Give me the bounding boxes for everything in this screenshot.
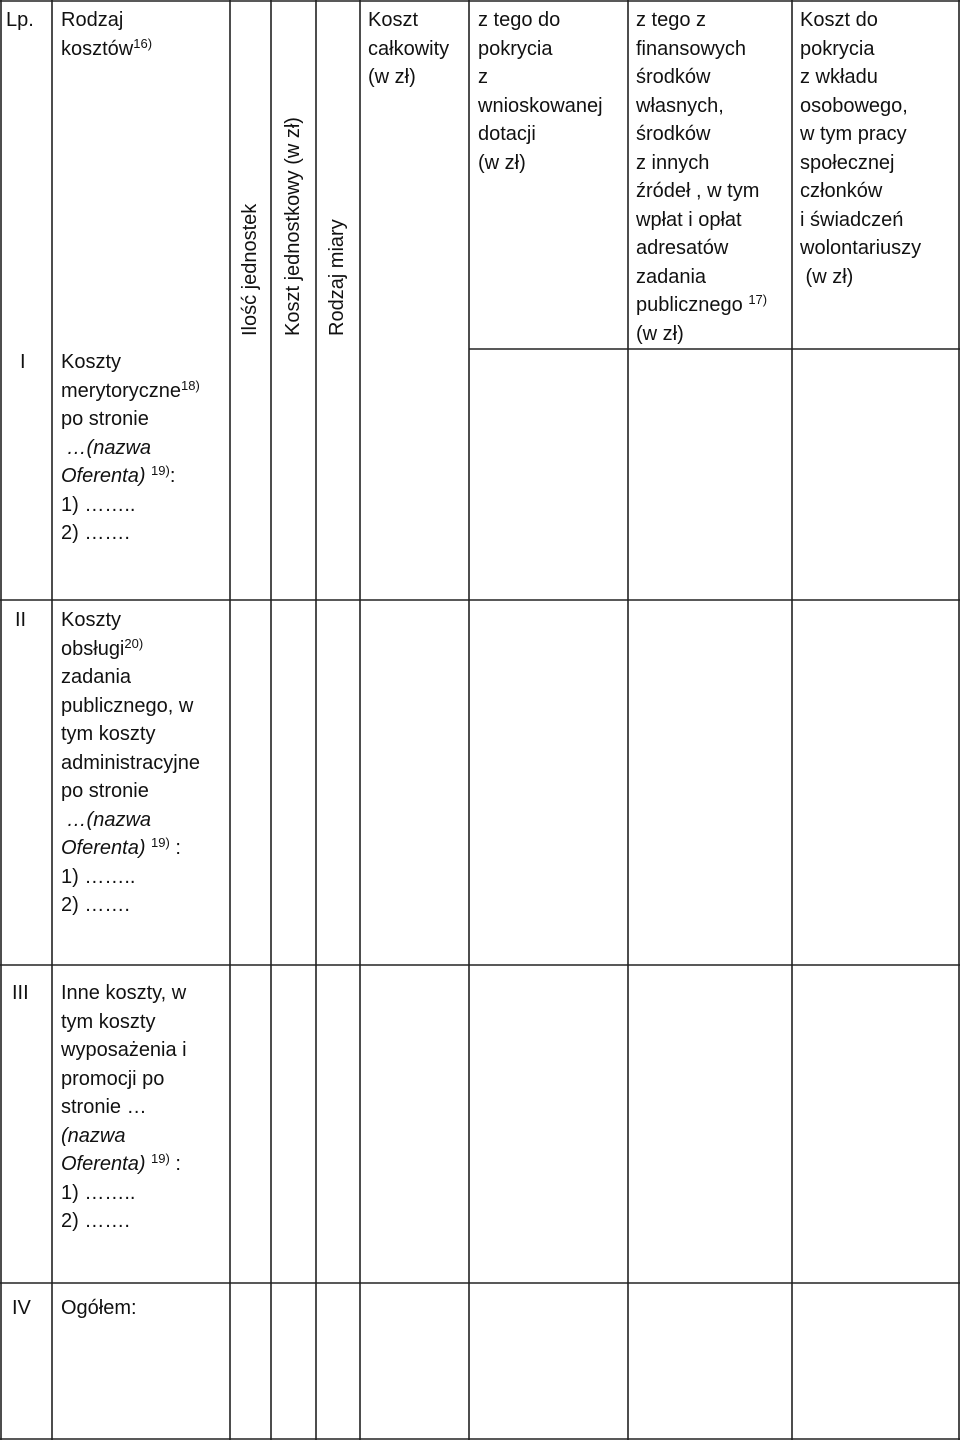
row-1-line4: …(nazwa bbox=[61, 436, 152, 459]
row-1-line3: po stronie bbox=[61, 408, 149, 430]
header-dotacja-l2: pokrycia bbox=[478, 37, 553, 60]
header-wklad-osobowy bbox=[800, 6, 921, 291]
header-srodki-l7: źródeł , w tym bbox=[636, 180, 760, 202]
header-rodzaj-line1: Rodzaj bbox=[61, 9, 124, 31]
footnote-20: 20) bbox=[124, 635, 144, 651]
row-3-line3: wyposażenia i bbox=[61, 1039, 187, 1061]
row-1-number-text: I bbox=[20, 351, 26, 373]
row-2-item1: 1) …….. bbox=[61, 865, 136, 888]
row-2-line5: tym koszty bbox=[61, 723, 156, 745]
header-wklad-l4: osobowego, bbox=[800, 94, 908, 117]
header-koszt-calkowity bbox=[368, 6, 449, 92]
header-rodzaj-miary: Rodzaj miary bbox=[326, 219, 348, 336]
header-wklad-l10: (w zł) bbox=[800, 265, 854, 288]
row-3-line5: stronie … bbox=[61, 1096, 147, 1118]
row-1-line2-text: merytoryczne bbox=[61, 379, 182, 402]
row-3-line1: Inne koszty, w bbox=[61, 982, 187, 1004]
row-3-line7-text: Oferenta) bbox=[61, 1153, 146, 1175]
header-ilosc-jednostek: Ilość jednostek bbox=[239, 203, 261, 336]
row-1-line2 bbox=[61, 377, 200, 406]
row-3-line6: (nazwa bbox=[61, 1124, 126, 1147]
footnote-19: 19) bbox=[151, 463, 170, 478]
row-1-number bbox=[20, 348, 26, 377]
row-3-number-text: III bbox=[12, 982, 29, 1004]
row-2-label bbox=[61, 606, 200, 920]
row-2-line1: Koszty bbox=[61, 609, 122, 631]
row-2-item2: 2) ……. bbox=[61, 894, 130, 916]
header-dotacja-l5: dotacji bbox=[478, 123, 536, 145]
row-3-line4: promocji po bbox=[61, 1067, 165, 1090]
row-3-line7-colon: : bbox=[169, 1153, 181, 1175]
header-koszt-calkowity-l3: (w zł) bbox=[368, 66, 416, 88]
header-rodzaj-line2-text: kosztów bbox=[61, 37, 134, 60]
header-koszt-calkowity-l2: całkowity bbox=[368, 37, 450, 60]
header-dotacja-l1: z tego do bbox=[478, 9, 561, 31]
row-2-line4: publicznego, w bbox=[61, 694, 194, 717]
header-rodzaj-line2 bbox=[61, 35, 152, 64]
row-1-item1: 1) …….. bbox=[61, 493, 136, 516]
header-koszt-jednostkowy: Koszt jednostkowy (w zł) bbox=[282, 117, 304, 336]
header-dotacja-l4: wnioskowanej bbox=[478, 94, 603, 117]
row-2-line2 bbox=[61, 635, 200, 664]
header-srodki-publicznego: publicznego bbox=[636, 294, 743, 316]
header-wklad-l2: pokrycia bbox=[800, 37, 875, 60]
row-4-total-label: Ogółem: bbox=[61, 1297, 137, 1319]
header-wklad-l7: członków bbox=[800, 180, 883, 202]
row-1-item2: 2) ……. bbox=[61, 522, 130, 544]
header-dotacja bbox=[478, 6, 603, 177]
row-3-label bbox=[61, 979, 187, 1236]
row-2-line6: administracyjne bbox=[61, 751, 200, 774]
header-srodki-l5: środków bbox=[636, 123, 711, 145]
header-lp-text: Lp. bbox=[6, 9, 34, 31]
row-2-line2-text: obsługi bbox=[61, 637, 125, 660]
footnote-16: 16) bbox=[133, 35, 153, 51]
header-srodki-l4: własnych, bbox=[636, 94, 724, 117]
header-srodki-l8: wpłat i opłat bbox=[636, 208, 742, 231]
header-srodki-l3: środków bbox=[636, 66, 711, 88]
row-3-line7 bbox=[61, 1150, 187, 1179]
header-srodki-wlasne bbox=[636, 6, 767, 348]
row-2-line3: zadania bbox=[61, 666, 132, 688]
header-koszt-calkowity-l1: Koszt bbox=[368, 9, 419, 31]
header-wklad-l1: Koszt do bbox=[800, 9, 878, 31]
footnote-19c: 19) bbox=[151, 1151, 170, 1166]
row-3-item2: 2) ……. bbox=[61, 1210, 130, 1232]
row-4-number bbox=[12, 1294, 31, 1323]
row-4-number-text: IV bbox=[12, 1297, 31, 1319]
row-1-line1: Koszty bbox=[61, 351, 122, 373]
header-srodki-unit: (w zł) bbox=[636, 322, 684, 345]
header-wklad-l8: i świadczeń bbox=[800, 208, 904, 231]
footnote-17: 17) bbox=[748, 292, 768, 307]
footnote-18: 18) bbox=[181, 377, 200, 393]
header-wklad-l3: z wkładu bbox=[800, 66, 878, 88]
header-srodki-l6: z innych bbox=[636, 151, 710, 174]
header-wklad-l6: społecznej bbox=[800, 151, 895, 174]
header-dotacja-l6: (w zł) bbox=[478, 151, 526, 174]
header-srodki-l2: finansowych bbox=[636, 37, 747, 60]
row-3-line2: tym koszty bbox=[61, 1010, 156, 1033]
row-2-line7: po stronie bbox=[61, 780, 149, 802]
header-srodki-l11 bbox=[636, 291, 767, 320]
row-2-line9-colon: : bbox=[169, 837, 181, 859]
row-2-number bbox=[15, 606, 26, 635]
row-2-line9 bbox=[61, 834, 200, 863]
row-4-label bbox=[61, 1294, 137, 1323]
row-1-line5-text: Oferenta) bbox=[61, 465, 146, 487]
row-2-number-text: II bbox=[15, 609, 27, 631]
row-3-item1: 1) …….. bbox=[61, 1181, 136, 1204]
row-2-line8: …(nazwa bbox=[61, 808, 152, 831]
header-srodki-l1: z tego z bbox=[636, 9, 707, 31]
header-rodzaj-kosztow bbox=[61, 6, 152, 63]
row-2-line9-text: Oferenta) bbox=[61, 837, 146, 859]
row-3-number bbox=[12, 979, 29, 1008]
header-srodki-l9: adresatów bbox=[636, 237, 729, 259]
row-1-line5 bbox=[61, 462, 200, 491]
header-dotacja-l3: z bbox=[478, 66, 488, 88]
row-1-label bbox=[61, 348, 200, 548]
header-wklad-l5: w tym pracy bbox=[800, 123, 907, 145]
header-lp bbox=[6, 6, 34, 35]
row-1-line5-colon: : bbox=[169, 465, 176, 487]
header-srodki-l10: zadania bbox=[636, 265, 707, 288]
header-wklad-l9: wolontariuszy bbox=[800, 237, 922, 259]
footnote-19b: 19) bbox=[151, 835, 170, 850]
